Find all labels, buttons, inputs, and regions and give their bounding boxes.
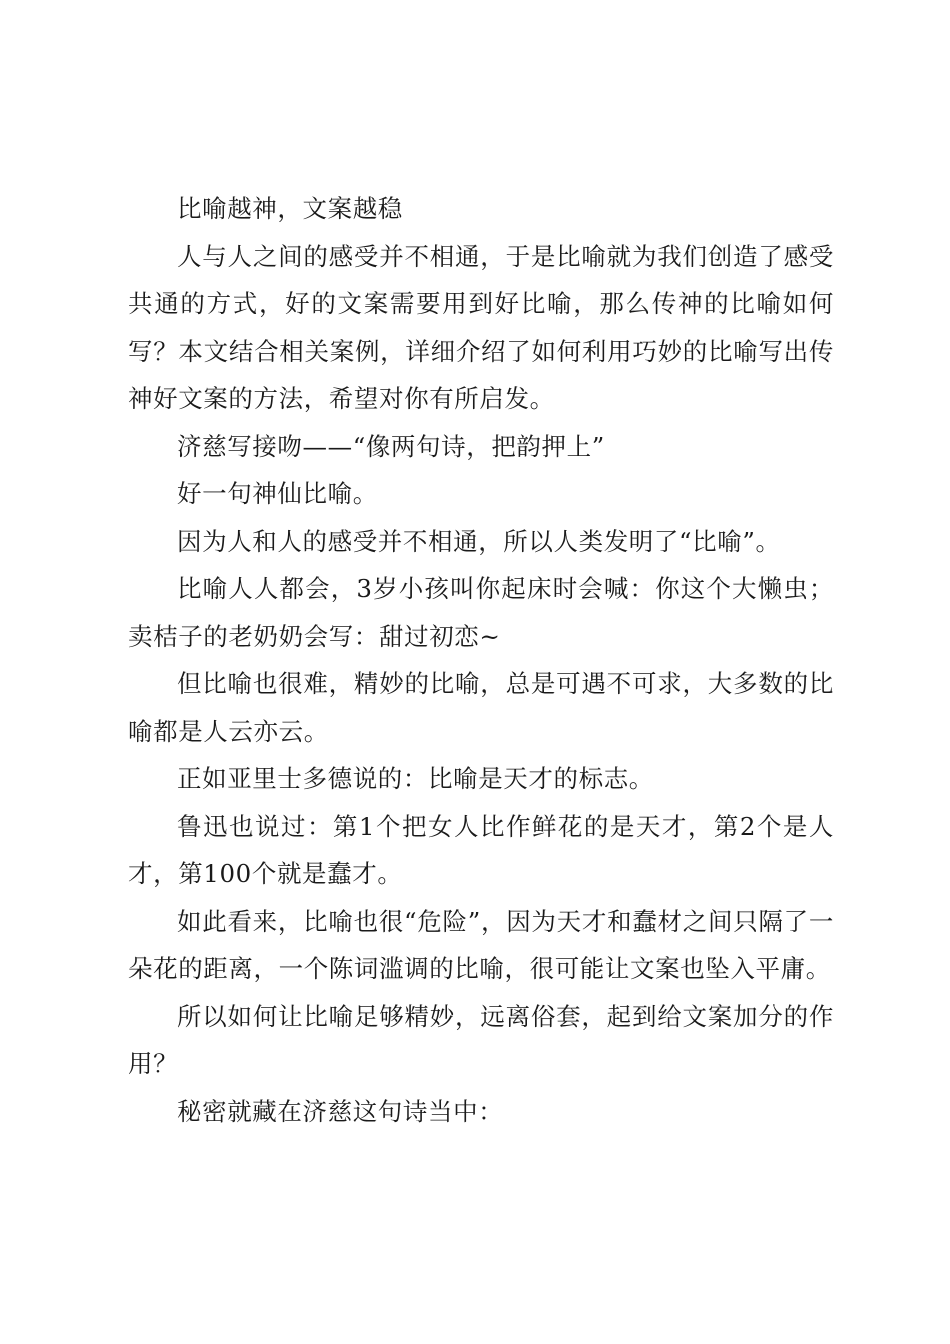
luxun-quote-paragraph: 鲁迅也说过：第1个把女人比作鲜花的是天才，第2个是人才，第100个就是蠢才。	[128, 811, 834, 888]
article-title: 比喻越神，文案越稳	[177, 194, 403, 223]
aristotle-quote-paragraph: 正如亚里士多德说的：比喻是天才的标志。	[177, 764, 654, 793]
keats-quote-paragraph: 济慈写接吻——“像两句诗，把韵押上”	[177, 431, 605, 461]
body-paragraph: 但比喻也很难，精妙的比喻，总是可遇不可求，大多数的比喻都是人云亦云。	[128, 669, 834, 746]
intro-paragraph: 人与人之间的感受并不相通，于是比喻就为我们创造了感受共通的方式，好的文案需要用到好比喻，那么传神的比喻如何写？本文结合相关案例，详细介绍了如何利用巧妙的比喻写出传神好文案的方法，希望对你有所启发。	[128, 241, 834, 413]
body-paragraph: 秘密就藏在济慈这句诗当中：	[177, 1096, 504, 1126]
body-paragraph: 所以如何让比喻足够精妙，远离俗套，起到给文案加分的作用？	[128, 1001, 834, 1078]
body-paragraph: 好一句神仙比喻。	[177, 479, 378, 508]
body-paragraph: 比喻人人都会，3岁小孩叫你起床时会喊：你这个大懒虫；卖桔子的老奶奶会写：甜过初恋~	[128, 574, 834, 651]
document-body	[128, 185, 834, 1135]
body-paragraph: 如此看来，比喻也很“危险”，因为天才和蠢材之间只隔了一朵花的距离，一个陈词滥调的比喻，很可能让文案也坠入平庸。	[128, 906, 834, 983]
body-paragraph: 因为人和人的感受并不相通，所以人类发明了“比喻”。	[177, 526, 781, 556]
